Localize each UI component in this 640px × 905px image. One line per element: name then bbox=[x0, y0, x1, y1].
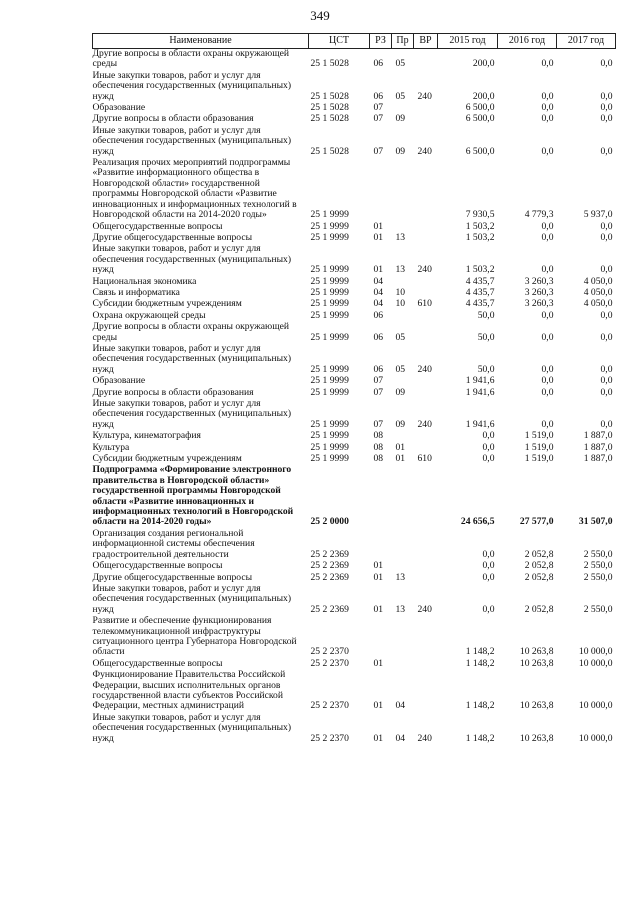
cell-2017: 0,0 bbox=[600, 418, 613, 430]
cell-2017: 0,0 bbox=[600, 113, 613, 125]
cell-rz: 04 bbox=[373, 275, 384, 287]
table-row bbox=[93, 584, 616, 616]
cell-pr bbox=[392, 529, 414, 561]
cell-2016: 0,0 bbox=[541, 375, 554, 387]
cell-pr bbox=[392, 465, 414, 528]
cell-pr: 13 bbox=[395, 231, 406, 243]
cell-cst: 25 1 9999 bbox=[310, 286, 349, 298]
cell-2017: 4 050,0 bbox=[583, 275, 613, 287]
cell-vr bbox=[414, 233, 438, 244]
cell-name: Субсидии бюджетным учреждениям bbox=[92, 453, 242, 465]
cell-pr: 05 bbox=[395, 90, 406, 102]
cell-vr bbox=[414, 388, 438, 399]
cell-vr bbox=[414, 465, 438, 528]
cell-2015: 1 148,2 bbox=[465, 657, 495, 669]
cell-rz: 04 bbox=[373, 286, 384, 298]
cell-name: Организация создания региональной информационной системы обеспечения градостроительной деятельности bbox=[92, 527, 255, 560]
cell-2015: 1 148,2 bbox=[465, 646, 495, 658]
cell-2016: 1 519,0 bbox=[524, 430, 554, 442]
cell-rz: 06 bbox=[373, 90, 384, 102]
cell-cst: 25 1 9999 bbox=[310, 220, 349, 232]
cell-name: Субсидии бюджетным учреждениям bbox=[92, 298, 242, 310]
cell-pr: 13 bbox=[395, 603, 406, 615]
page-number: 349 bbox=[310, 8, 330, 23]
cell-vr bbox=[414, 376, 438, 387]
cell-2016: 1 519,0 bbox=[524, 453, 554, 465]
table-row bbox=[93, 71, 616, 103]
cell-2017: 0,0 bbox=[600, 90, 613, 102]
cell-cst: 25 2 2369 bbox=[310, 548, 349, 560]
cell-2016: 2 052,8 bbox=[524, 548, 554, 560]
table-row bbox=[93, 561, 616, 572]
table-row bbox=[93, 713, 616, 745]
table-body bbox=[93, 49, 616, 746]
cell-2017: 10 000,0 bbox=[578, 646, 613, 658]
cell-2016: 2 052,8 bbox=[524, 560, 554, 572]
cell-name: Иные закупки товаров, работ и услуг для обеспечения государственных (муниципальных) нужд bbox=[92, 124, 292, 157]
cell-2017: 4 050,0 bbox=[583, 286, 613, 298]
table-row bbox=[93, 244, 616, 276]
cell-cst: 25 2 2370 bbox=[310, 732, 349, 744]
cell-rz: 01 bbox=[373, 264, 384, 276]
cell-rz bbox=[370, 158, 392, 221]
cell-pr: 13 bbox=[395, 264, 406, 276]
cell-rz bbox=[370, 465, 392, 528]
cell-2015: 200,0 bbox=[472, 58, 495, 70]
cell-vr bbox=[414, 222, 438, 233]
cell-2015: 1 148,2 bbox=[465, 732, 495, 744]
cell-2016: 0,0 bbox=[541, 113, 554, 125]
cell-2015: 6 500,0 bbox=[465, 102, 495, 114]
header-rz: РЗ bbox=[370, 34, 392, 49]
cell-cst: 25 1 9999 bbox=[310, 441, 349, 453]
cell-pr: 04 bbox=[395, 700, 406, 712]
cell-name: Другие вопросы в области охраны окружающей среды bbox=[92, 48, 289, 70]
table-header bbox=[93, 34, 616, 49]
cell-cst: 25 2 2370 bbox=[310, 646, 349, 658]
cell-2016: 2 052,8 bbox=[524, 571, 554, 583]
cell-2016: 0,0 bbox=[541, 363, 554, 375]
cell-cst: 25 1 5028 bbox=[310, 145, 349, 157]
cell-name: Функционирование Правительства Российской Федерации, высших исполнительных органов государственной власти субъектов Российской Федерации, местных администраций bbox=[92, 669, 286, 712]
table-row bbox=[93, 344, 616, 376]
cell-name: Иные закупки товаров, работ и услуг для обеспечения государственных (муниципальных) нужд bbox=[92, 243, 292, 276]
cell-2016: 10 263,8 bbox=[519, 646, 554, 658]
cell-vr bbox=[414, 158, 438, 221]
cell-2015: 0,0 bbox=[482, 603, 495, 615]
cell-rz: 01 bbox=[373, 220, 384, 232]
cell-cst: 25 1 9999 bbox=[310, 363, 349, 375]
cell-2016: 3 260,3 bbox=[524, 286, 554, 298]
cell-vr: 240 bbox=[417, 145, 432, 157]
header-2016: 2016 год bbox=[498, 34, 557, 49]
cell-2016: 0,0 bbox=[541, 220, 554, 232]
cell-cst: 25 1 9999 bbox=[310, 375, 349, 387]
cell-vr bbox=[414, 529, 438, 561]
cell-cst: 25 2 2369 bbox=[310, 571, 349, 583]
cell-vr bbox=[414, 49, 438, 71]
cell-vr bbox=[414, 573, 438, 584]
cell-name: Другие общегосударственные вопросы bbox=[92, 231, 253, 243]
table-row bbox=[93, 465, 616, 528]
cell-name: Иные закупки товаров, работ и услуг для обеспечения государственных (муниципальных) нужд bbox=[92, 582, 292, 615]
table-row bbox=[93, 158, 616, 221]
cell-2015: 1 941,6 bbox=[465, 375, 495, 387]
cell-2017: 0,0 bbox=[600, 58, 613, 70]
cell-pr: 04 bbox=[395, 732, 406, 744]
cell-rz: 04 bbox=[373, 298, 384, 310]
cell-vr bbox=[414, 114, 438, 125]
cell-name: Культура, кинематография bbox=[92, 430, 201, 442]
table-row bbox=[93, 49, 616, 71]
cell-2017: 0,0 bbox=[600, 231, 613, 243]
cell-cst: 25 1 5028 bbox=[310, 102, 349, 114]
cell-rz bbox=[370, 529, 392, 561]
cell-pr: 09 bbox=[395, 145, 406, 157]
cell-rz: 01 bbox=[373, 657, 384, 669]
header-vr: ВР bbox=[414, 34, 438, 49]
cell-cst: 25 2 2370 bbox=[310, 657, 349, 669]
cell-pr bbox=[392, 158, 414, 221]
cell-cst: 25 1 5028 bbox=[310, 90, 349, 102]
cell-name: Иные закупки товаров, работ и услуг для обеспечения государственных (муниципальных) нужд bbox=[92, 69, 292, 102]
cell-vr: 240 bbox=[417, 90, 432, 102]
cell-vr: 240 bbox=[417, 363, 432, 375]
cell-2015: 0,0 bbox=[482, 571, 495, 583]
cell-pr: 10 bbox=[395, 298, 406, 310]
cell-pr: 01 bbox=[395, 453, 406, 465]
cell-cst: 25 1 9999 bbox=[310, 386, 349, 398]
cell-cst: 25 1 9999 bbox=[310, 430, 349, 442]
cell-cst: 25 2 2369 bbox=[310, 603, 349, 615]
cell-name: Иные закупки товаров, работ и услуг для обеспечения государственных (муниципальных) нужд bbox=[92, 342, 292, 375]
cell-name: Образование bbox=[92, 375, 146, 387]
cell-cst: 25 1 9999 bbox=[310, 264, 349, 276]
cell-cst: 25 2 0000 bbox=[310, 516, 349, 528]
cell-cst: 25 1 9999 bbox=[310, 231, 349, 243]
cell-2015: 50,0 bbox=[477, 309, 495, 321]
cell-rz bbox=[370, 616, 392, 659]
table-row bbox=[93, 529, 616, 561]
cell-rz: 06 bbox=[373, 58, 384, 70]
cell-rz: 07 bbox=[373, 102, 384, 114]
cell-name: Общегосударственные вопросы bbox=[92, 560, 223, 572]
cell-cst: 25 1 5028 bbox=[310, 58, 349, 70]
cell-pr bbox=[392, 376, 414, 387]
header-2015: 2015 год bbox=[438, 34, 498, 49]
cell-2017: 2 550,0 bbox=[583, 560, 613, 572]
cell-name: Культура bbox=[92, 441, 130, 453]
cell-2016: 3 260,3 bbox=[524, 275, 554, 287]
cell-2017: 2 550,0 bbox=[583, 571, 613, 583]
cell-rz: 06 bbox=[373, 363, 384, 375]
cell-2015: 0,0 bbox=[482, 548, 495, 560]
table-row bbox=[93, 376, 616, 387]
cell-pr: 09 bbox=[395, 386, 406, 398]
cell-2015: 4 435,7 bbox=[465, 298, 495, 310]
cell-pr: 09 bbox=[395, 113, 406, 125]
cell-vr bbox=[414, 322, 438, 344]
cell-name: Другие вопросы в области образования bbox=[92, 113, 254, 125]
cell-pr: 05 bbox=[395, 58, 406, 70]
cell-name: Иные закупки товаров, работ и услуг для обеспечения государственных (муниципальных) нужд bbox=[92, 398, 292, 430]
cell-name: Развитие и обеспечение функционирования телекоммуникационной инфраструктуры ситуационного центра Губернатора Новгородской области bbox=[92, 615, 297, 658]
cell-vr bbox=[414, 103, 438, 114]
cell-name: Другие общегосударственные вопросы bbox=[92, 571, 253, 583]
cell-name: Другие вопросы в области образования bbox=[92, 386, 254, 398]
cell-2017: 0,0 bbox=[600, 102, 613, 114]
cell-name: Национальная экономика bbox=[92, 275, 197, 287]
cell-2017: 2 550,0 bbox=[583, 548, 613, 560]
cell-2015: 1 503,2 bbox=[465, 220, 495, 232]
cell-2016: 0,0 bbox=[541, 145, 554, 157]
cell-cst: 25 1 9999 bbox=[310, 418, 349, 430]
cell-2015: 0,0 bbox=[482, 453, 495, 465]
cell-rz: 07 bbox=[373, 418, 384, 430]
cell-2017: 1 887,0 bbox=[583, 441, 613, 453]
cell-rz: 06 bbox=[373, 331, 384, 343]
cell-rz: 01 bbox=[373, 700, 384, 712]
table-row bbox=[93, 616, 616, 659]
cell-vr bbox=[414, 616, 438, 659]
cell-name: Общегосударственные вопросы bbox=[92, 220, 223, 232]
cell-2015: 6 500,0 bbox=[465, 145, 495, 157]
table-row bbox=[93, 399, 616, 431]
cell-vr: 240 bbox=[417, 418, 432, 430]
cell-rz: 08 bbox=[373, 453, 384, 465]
cell-2017: 0,0 bbox=[600, 264, 613, 276]
cell-rz: 07 bbox=[373, 386, 384, 398]
cell-pr: 09 bbox=[395, 418, 406, 430]
cell-2017: 4 050,0 bbox=[583, 298, 613, 310]
cell-2015: 1 503,2 bbox=[465, 264, 495, 276]
cell-2016: 0,0 bbox=[541, 231, 554, 243]
cell-2017: 0,0 bbox=[600, 386, 613, 398]
table-row bbox=[93, 322, 616, 344]
cell-2016: 10 263,8 bbox=[519, 732, 554, 744]
cell-2016: 0,0 bbox=[541, 58, 554, 70]
cell-2017: 0,0 bbox=[600, 309, 613, 321]
cell-name: Подпрограмма «Формирование электронного правительства в Новгородской области» государственной программы Новгородской области «Развитие инновационных и информационных технологий в Новгородской области на 2014-2020 годы» bbox=[92, 464, 294, 528]
cell-name: Иные закупки товаров, работ и услуг для обеспечения государственных (муниципальных) нужд bbox=[92, 711, 292, 744]
cell-2017: 0,0 bbox=[600, 375, 613, 387]
cell-rz: 07 bbox=[373, 145, 384, 157]
cell-pr bbox=[392, 616, 414, 659]
cell-2015: 0,0 bbox=[482, 430, 495, 442]
cell-2015: 50,0 bbox=[477, 331, 495, 343]
cell-2016: 10 263,8 bbox=[519, 700, 554, 712]
cell-2015: 0,0 bbox=[482, 560, 495, 572]
cell-2016: 0,0 bbox=[541, 418, 554, 430]
cell-name: Реализация прочих мероприятий подпрограммы «Развитие информационного общества в Новгородской области» государственной программы Новгородской области «Развитие инновационных и информационных технологий в Новгородской области на 2014-2020 годы» bbox=[92, 157, 297, 221]
cell-2016: 10 263,8 bbox=[519, 657, 554, 669]
cell-2015: 200,0 bbox=[472, 90, 495, 102]
cell-2017: 5 937,0 bbox=[583, 209, 613, 221]
cell-2015: 0,0 bbox=[482, 441, 495, 453]
cell-cst: 25 1 9999 bbox=[310, 453, 349, 465]
cell-pr: 05 bbox=[395, 363, 406, 375]
cell-name: Общегосударственные вопросы bbox=[92, 657, 223, 669]
cell-2017: 0,0 bbox=[600, 220, 613, 232]
cell-2016: 4 779,3 bbox=[524, 209, 554, 221]
cell-2016: 0,0 bbox=[541, 102, 554, 114]
cell-pr bbox=[392, 561, 414, 572]
cell-pr bbox=[392, 659, 414, 670]
cell-rz: 06 bbox=[373, 309, 384, 321]
cell-2017: 10 000,0 bbox=[578, 700, 613, 712]
cell-2016: 0,0 bbox=[541, 309, 554, 321]
cell-rz: 07 bbox=[373, 113, 384, 125]
cell-2016: 0,0 bbox=[541, 386, 554, 398]
cell-2017: 10 000,0 bbox=[578, 732, 613, 744]
cell-name: Другие вопросы в области охраны окружающей среды bbox=[92, 321, 289, 343]
cell-cst: 25 1 9999 bbox=[310, 209, 349, 221]
cell-rz: 01 bbox=[373, 603, 384, 615]
cell-2015: 50,0 bbox=[477, 363, 495, 375]
cell-name: Образование bbox=[92, 102, 146, 114]
cell-pr: 01 bbox=[395, 441, 406, 453]
cell-pr: 10 bbox=[395, 286, 406, 298]
cell-2016: 27 577,0 bbox=[519, 516, 554, 528]
cell-2015: 1 941,6 bbox=[465, 418, 495, 430]
cell-pr bbox=[392, 431, 414, 442]
table-row bbox=[93, 126, 616, 158]
cell-2016: 3 260,3 bbox=[524, 298, 554, 310]
budget-table bbox=[92, 33, 616, 745]
cell-vr: 240 bbox=[417, 264, 432, 276]
cell-2015: 1 503,2 bbox=[465, 231, 495, 243]
header-2017: 2017 год bbox=[557, 34, 616, 49]
cell-name: Связь и информатика bbox=[92, 286, 180, 298]
header-pr: Пр bbox=[392, 34, 414, 49]
cell-2015: 6 500,0 bbox=[465, 113, 495, 125]
cell-cst: 25 1 9999 bbox=[310, 275, 349, 287]
cell-rz: 07 bbox=[373, 375, 384, 387]
cell-pr: 05 bbox=[395, 331, 406, 343]
cell-2017: 1 887,0 bbox=[583, 453, 613, 465]
cell-rz: 01 bbox=[373, 732, 384, 744]
header-cst: ЦСТ bbox=[309, 34, 370, 49]
cell-2017: 0,0 bbox=[600, 331, 613, 343]
cell-vr bbox=[414, 311, 438, 322]
cell-vr bbox=[414, 659, 438, 670]
header-name: Наименование bbox=[93, 34, 309, 49]
cell-name: Охрана окружающей среды bbox=[92, 309, 206, 321]
cell-2015: 4 435,7 bbox=[465, 286, 495, 298]
table-row bbox=[93, 431, 616, 442]
cell-2016: 2 052,8 bbox=[524, 603, 554, 615]
cell-2015: 24 656,5 bbox=[460, 516, 495, 528]
cell-vr bbox=[414, 431, 438, 442]
cell-cst: 25 2 2369 bbox=[310, 560, 349, 572]
cell-2015: 7 930,5 bbox=[465, 209, 495, 221]
cell-rz: 01 bbox=[373, 231, 384, 243]
cell-vr: 610 bbox=[417, 453, 432, 465]
cell-cst: 25 1 5028 bbox=[310, 113, 349, 125]
cell-cst: 25 1 9999 bbox=[310, 331, 349, 343]
cell-vr bbox=[414, 561, 438, 572]
cell-2015: 4 435,7 bbox=[465, 275, 495, 287]
cell-vr bbox=[414, 670, 438, 713]
cell-2017: 0,0 bbox=[600, 363, 613, 375]
cell-vr: 240 bbox=[417, 732, 432, 744]
cell-cst: 25 1 9999 bbox=[310, 298, 349, 310]
cell-vr bbox=[414, 277, 438, 288]
cell-rz: 01 bbox=[373, 571, 384, 583]
cell-2016: 0,0 bbox=[541, 90, 554, 102]
cell-rz: 01 bbox=[373, 560, 384, 572]
table-row bbox=[93, 670, 616, 713]
cell-2017: 10 000,0 bbox=[578, 657, 613, 669]
cell-2017: 0,0 bbox=[600, 145, 613, 157]
cell-vr: 610 bbox=[417, 298, 432, 310]
cell-cst: 25 1 9999 bbox=[310, 309, 349, 321]
cell-2015: 1 941,6 bbox=[465, 386, 495, 398]
cell-cst: 25 2 2370 bbox=[310, 700, 349, 712]
cell-2017: 2 550,0 bbox=[583, 603, 613, 615]
cell-vr: 240 bbox=[417, 603, 432, 615]
cell-2015: 1 148,2 bbox=[465, 700, 495, 712]
cell-pr: 13 bbox=[395, 571, 406, 583]
cell-2016: 0,0 bbox=[541, 264, 554, 276]
cell-rz: 08 bbox=[373, 430, 384, 442]
cell-2017: 1 887,0 bbox=[583, 430, 613, 442]
cell-2016: 1 519,0 bbox=[524, 441, 554, 453]
cell-2017: 31 507,0 bbox=[578, 516, 613, 528]
cell-pr bbox=[392, 311, 414, 322]
cell-rz: 08 bbox=[373, 441, 384, 453]
cell-2016: 0,0 bbox=[541, 331, 554, 343]
